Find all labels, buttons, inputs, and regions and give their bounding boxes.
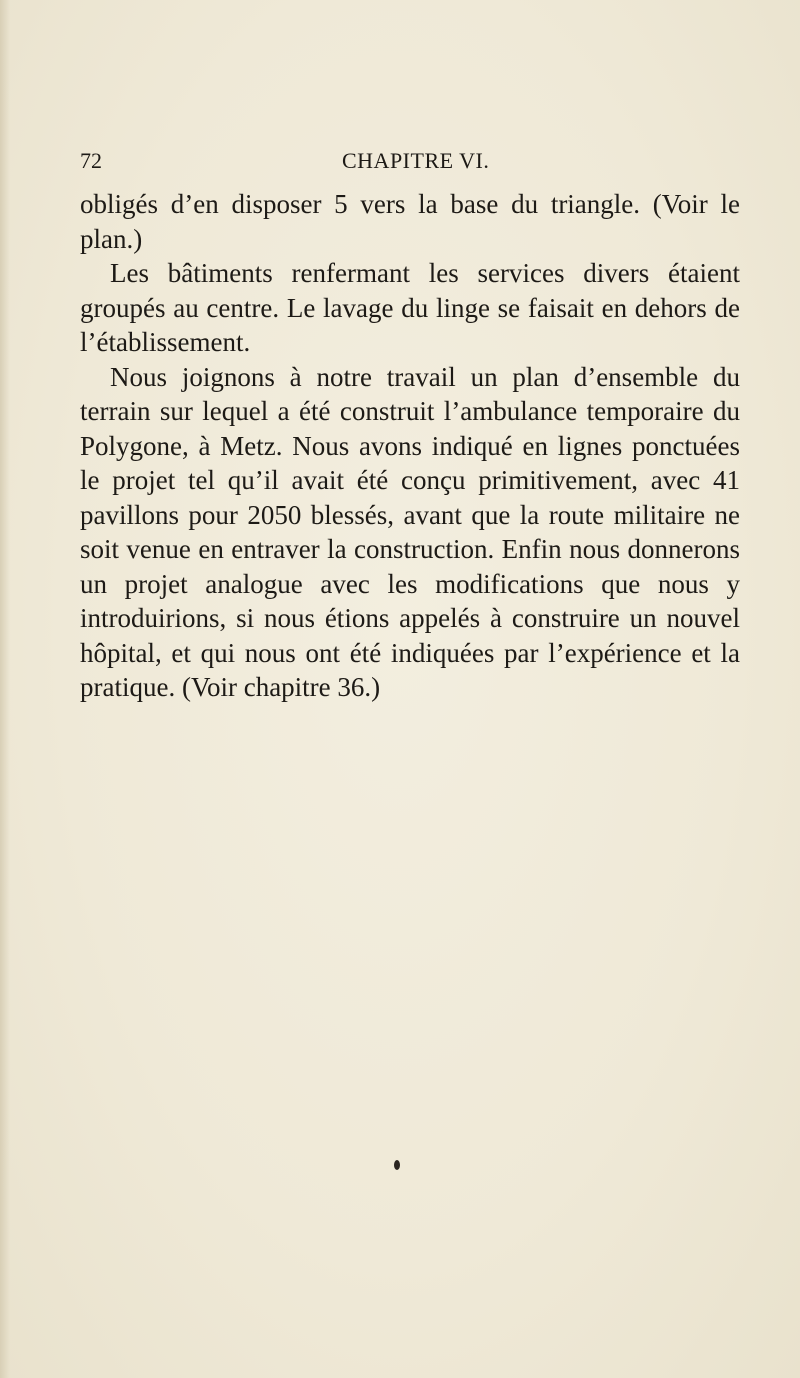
paragraph-buildings: Les bâtiments renfermant les services divers étaient groupés au centre. Le lavage du linge se faisait en dehors de l’établissement. xyxy=(80,258,740,357)
running-head xyxy=(80,146,740,176)
paragraph-plan: Nous joignons à notre travail un plan d’ensemble du terrain sur lequel a été construit l’ambulance temporaire du Polygone, à Metz. Nous avons indiqué en lignes ponctuées le projet tel qu’il avait été conçu primitivement, avec 41 pavillons pour 2050 blessés, avant que la route militaire ne soit venue en entraver la construction. Enfin nous donnerons un projet analogue avec les modifications que nous y introduirions, si nous étions appelés à construire un nouvel hôpital, et qui nous ont été indiquées par l’expérience et la pratique. (Voir chapitre 36.) xyxy=(80,361,740,702)
page-edge-shadow xyxy=(0,0,10,1378)
body-text xyxy=(80,187,740,705)
page-number: 72 xyxy=(80,148,102,173)
paragraph-continuation: obligés d’en disposer 5 vers la base du triangle. (Voir le plan.) xyxy=(80,189,740,254)
chapter-title: CHAPITRE VI. xyxy=(342,148,490,173)
ink-speck xyxy=(394,1160,400,1170)
